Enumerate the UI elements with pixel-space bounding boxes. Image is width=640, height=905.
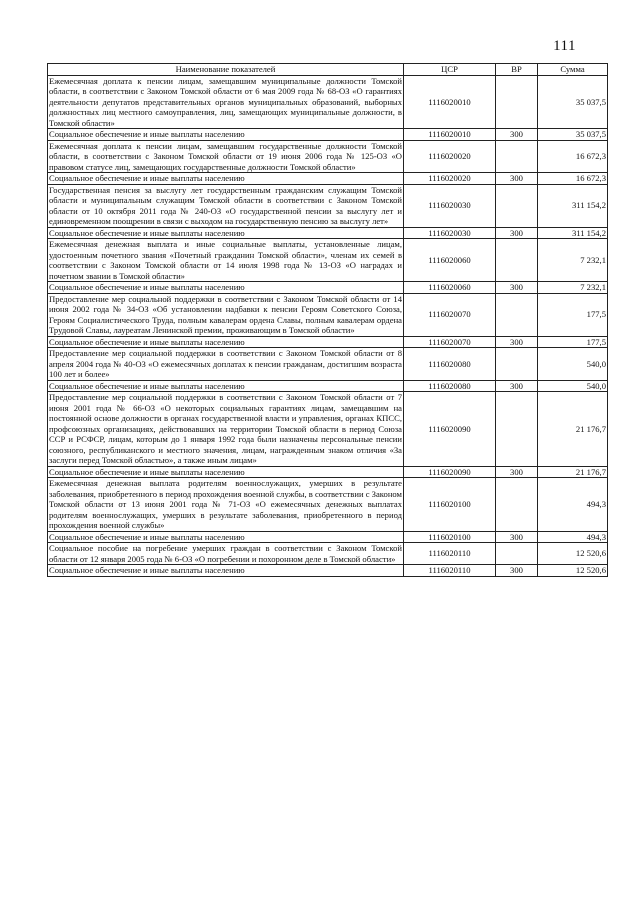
table-row [48, 173, 608, 185]
row-sum: 177,5 [538, 293, 608, 336]
row-sum: 7 232,1 [538, 282, 608, 294]
row-csr: 1116020090 [404, 392, 496, 467]
row-name: Социальное обеспечение и иные выплаты населению [48, 282, 404, 294]
row-name: Социальное обеспечение и иные выплаты населению [48, 380, 404, 392]
row-vr: 300 [496, 336, 538, 348]
table-header-row [48, 64, 608, 76]
row-name: Социальное обеспечение и иные выплаты населению [48, 173, 404, 185]
budget-table [47, 63, 608, 577]
row-name: Предоставление мер социальной поддержки в соответствии с Законом Томской области от 14 июня 2002 года № 34-ОЗ «Об установлении надбавки к пенсии Героям Советского Союза, Героям Социалистического Труда, полным кавалерам ордена Славы, полным кавалерам ордена Трудовой Славы, лауреатам Ленинской премии, проживающим в Томской области» [49, 293, 402, 335]
header-name: Наименование показателей [48, 64, 404, 76]
row-vr: 300 [496, 531, 538, 543]
row-vr: 300 [496, 466, 538, 478]
table-row [48, 565, 608, 577]
row-csr: 1116020090 [404, 466, 496, 478]
table-row [48, 227, 608, 239]
row-vr [496, 478, 538, 532]
row-name: Ежемесячная доплата к пенсии лицам, замещавшим государственные должности Томской области, в соответствии с Законом Томской области от 19 июня 2006 года № 125-ОЗ «О правовом статусе лиц, замещающих государственные должности Томской области» [49, 140, 402, 172]
row-name: Ежемесячная денежная выплата родителям военнослужащих, умерших в результате заболевания, приобретенного в период прохождения военной службы, в соответствии с Законом Томской области от 13 июня 2001 года № 71-ОЗ «О ежемесячных денежных выплатах родителям военнослужащих, умерших в результате заболевания, приобретенного в период прохождения военной службы» [49, 478, 402, 530]
row-sum: 12 520,6 [538, 565, 608, 577]
row-sum: 7 232,1 [538, 239, 608, 282]
row-name: Предоставление мер социальной поддержки в соответствии с Законом Томской области от 8 апреля 2004 года № 40-ОЗ «О ежемесячных доплатах к пенсии гражданам, достигшим возраста 100 лет и более» [49, 348, 402, 379]
row-vr: 300 [496, 565, 538, 577]
row-sum: 35 037,5 [538, 75, 608, 129]
row-sum: 21 176,7 [538, 392, 608, 467]
table-row [48, 129, 608, 141]
row-vr [496, 543, 538, 565]
row-csr: 1116020100 [404, 478, 496, 532]
row-name: Социальное пособие на погребение умерших граждан в соответствии с Законом Томской области от 12 января 2005 года № 6-ОЗ «О погребении и похоронном деле в Томской области» [49, 543, 402, 564]
row-sum: 540,0 [538, 380, 608, 392]
table-row [48, 531, 608, 543]
row-sum: 16 672,3 [538, 140, 608, 173]
row-csr: 1116020110 [404, 543, 496, 565]
table-row [48, 478, 608, 532]
row-name: Социальное обеспечение и иные выплаты населению [48, 227, 404, 239]
row-vr [496, 75, 538, 129]
row-vr [496, 140, 538, 173]
row-vr [496, 348, 538, 381]
table-row [48, 392, 608, 467]
table-row [48, 140, 608, 173]
row-name: Социальное обеспечение и иные выплаты населению [48, 466, 404, 478]
row-name: Социальное обеспечение и иные выплаты населению [48, 336, 404, 348]
table-row [48, 75, 608, 129]
row-vr: 300 [496, 129, 538, 141]
table-row [48, 466, 608, 478]
row-csr: 1116020030 [404, 227, 496, 239]
row-sum: 494,3 [538, 478, 608, 532]
table-row [48, 348, 608, 381]
row-vr: 300 [496, 282, 538, 294]
row-name: Социальное обеспечение и иные выплаты населению [48, 531, 404, 543]
row-name: Социальное обеспечение и иные выплаты населению [48, 565, 404, 577]
row-vr: 300 [496, 380, 538, 392]
row-vr: 300 [496, 173, 538, 185]
table-row [48, 336, 608, 348]
table-body [48, 75, 608, 576]
header-csr: ЦСР [404, 64, 496, 76]
row-csr: 1116020070 [404, 293, 496, 336]
row-csr: 1116020070 [404, 336, 496, 348]
row-sum: 16 672,3 [538, 173, 608, 185]
row-csr: 1116020010 [404, 129, 496, 141]
row-name: Социальное обеспечение и иные выплаты населению [48, 129, 404, 141]
table-row [48, 282, 608, 294]
row-csr: 1116020020 [404, 140, 496, 173]
row-csr: 1116020110 [404, 565, 496, 577]
row-csr: 1116020080 [404, 348, 496, 381]
row-name: Ежемесячная доплата к пенсии лицам, замещавшим муниципальные должности Томской области, в соответствии с Законом Томской области от 6 мая 2009 года № 68-ОЗ «О гарантиях деятельности депутатов представительных органов муниципальных образований, выборных должностных лиц местного самоуправления, лиц, замещающих муниципальные должности, в Томской области» [49, 75, 402, 128]
row-name: Государственная пенсия за выслугу лет государственным гражданским служащим Томской области и муниципальным служащим Томской области в соответствии с Законом Томской области от 10 октября 2011 года № 240-ОЗ «О государственной пенсии за выслугу лет и единовременном поощрении в связи с выходом на государственную пенсию за выслугу лет» [49, 184, 402, 226]
row-name: Ежемесячная денежная выплата и иные социальные выплаты, установленные лицам, удостоенным почетного звания «Почетный гражданин Томской области», членам их семей в соответствии с Законом Томской области от 14 июля 1998 года № 13-ОЗ «О наградах и почетном звании в Томской области» [49, 239, 402, 281]
table-row [48, 293, 608, 336]
row-vr: 300 [496, 227, 538, 239]
page-number: 111 [553, 38, 576, 54]
row-csr: 1116020010 [404, 75, 496, 129]
row-csr: 1116020080 [404, 380, 496, 392]
row-csr: 1116020030 [404, 184, 496, 227]
table-row [48, 239, 608, 282]
row-sum: 311 154,2 [538, 227, 608, 239]
row-vr [496, 239, 538, 282]
table-row [48, 184, 608, 227]
row-vr [496, 293, 538, 336]
table-row [48, 543, 608, 565]
row-sum: 494,3 [538, 531, 608, 543]
row-vr [496, 184, 538, 227]
row-sum: 35 037,5 [538, 129, 608, 141]
row-name: Предоставление мер социальной поддержки в соответствии с Законом Томской области от 7 июня 2001 года № 66-ОЗ «О некоторых социальных гарантиях лицам, замещавшим на постоянной основе должности в органах государственной власти и управления, органах КПСС, профсоюзных организациях, действовавших на территории Томской области в период Союза ССР и РСФСР, лицам, которым до 1 января 1992 года были назначены персональные пенсии союзного, республиканского и местного значения, лицам, награжденным знаком отличия «За заслуги перед Томской областью», а также иным лицам» [49, 392, 402, 465]
row-sum: 12 520,6 [538, 543, 608, 565]
header-vr: ВР [496, 64, 538, 76]
row-sum: 177,5 [538, 336, 608, 348]
row-vr [496, 392, 538, 467]
row-sum: 311 154,2 [538, 184, 608, 227]
row-sum: 21 176,7 [538, 466, 608, 478]
row-csr: 1116020020 [404, 173, 496, 185]
row-sum: 540,0 [538, 348, 608, 381]
table-row [48, 380, 608, 392]
row-csr: 1116020060 [404, 239, 496, 282]
header-sum: Сумма [538, 64, 608, 76]
row-csr: 1116020060 [404, 282, 496, 294]
row-csr: 1116020100 [404, 531, 496, 543]
